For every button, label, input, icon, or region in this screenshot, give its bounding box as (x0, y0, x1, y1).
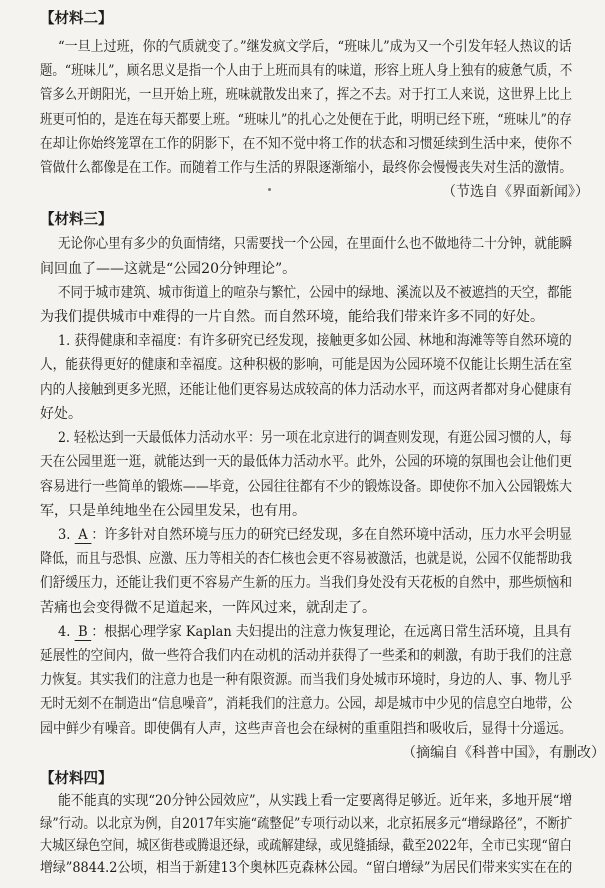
m2-line-2: 题。“班味儿”，顾名思义是指一个人由于上班而具有的味道，形容上班人身上独有的疲惫气质，不 (40, 63, 573, 80)
m4-line-1: 能不能真的实现“20分钟公园效应”，从实践上看一定要离得足够近。近年来，多地开展“增 (58, 793, 573, 810)
m2-line-1: “一旦上过班，你的气质就变了。”继发疯文学后，“班味儿”成为又一个引发年轻人热议的话 (58, 38, 572, 55)
m3-p4-line-4: 无时无刻不在制造出“信息噪音”，消耗我们的注意力。公园，却是城市中少见的信息空白地带，公 (40, 696, 573, 713)
m3-line-6: 人，能获得更好的健康和幸福度。这种积极的影响，可能是因为公园环境不仅能让长期生活在室 (40, 357, 573, 374)
m3-line-5: 1. 获得健康和幸福度：有许多研究已经发现，接触更多如公园、林地和海滩等等自然环境的 (58, 333, 572, 350)
m3-p4-line-1: ：根据心理学家 Kaplan 夫妇提出的注意力恢复理论，在远离日常生活环境，且具有 (91, 623, 572, 640)
m2-line-6: 管做什么都像是在工作。而随着工作与生活的界限逐渐缩小，最终你会慢慢丧失对生活的激情。 (40, 160, 573, 176)
m3-line-3: 不同于城市建筑、城市街道上的喧杂与繁忙，公园中的绿地、溪流以及不被遮挡的天空，都能 (58, 284, 573, 301)
m3-p4-line-3: 力恢复。其实我们的注意力也是一种有限资源。而当我们身处城市环境时，身边的人、事、物儿乎 (40, 672, 572, 689)
m3-p3-line-3: 们舒缓压力，还能让我们更不容易产生新的压力。当我们身处没有天花板的自然中，那些烦恼和 (40, 575, 573, 592)
m4-line-2: 绿”行动。以北京为例，自2017年实施“疏整促”专项行动以来，北京拓展多元“增绿路径”，不断扩 (40, 815, 573, 832)
m3-line-8: 好处。 (40, 405, 82, 422)
m3-p3-line-1: ：许多针对自然环境与压力的研究已经发现，多在自然环境中活动，压力水平会明显 (91, 526, 572, 543)
m3-source: （摘编自《科普中国》，有删改） (402, 744, 605, 761)
m3-p3-line-4: 苦痛也会变得微不足道起来，一阵风过来，就刮走了。 (40, 599, 376, 616)
material-4-heading: 【材料四】 (40, 770, 113, 787)
m4-line-3: 大城区绿色空间，城区街巷或腾退还绿，或疏解建绿，或见缝插绿，截至2022年，全市已实现“留白 (40, 837, 572, 854)
m3-line-9: 2. 轻松达到一天最低体力活动水平：另一项在北京进行的调查则发现，有逛公园习惯的人，每 (58, 430, 572, 446)
m3-line-10: 天在公园里逛一逛，就能达到一天的最低体力活动水平。此外，公园的环境的氛围也会让他们更 (40, 454, 573, 471)
scan-speck (268, 188, 271, 191)
m3-p4-line-5: 园中鲜少有噪音。即使偶有人声，这些声音也会在绿树的重重阻挡和吸收后，显得十分遥远。 (40, 720, 572, 737)
m4-line-4: 增绿”8844.2公顷，相当于新建13个奥林匹克森林公园。“留白增绿”为居民们带来实实在在的 (40, 860, 573, 877)
m3-line-11: 容易进行一些简单的锻炼——毕竟，公园往往都有不少的锻炼设备。即使你不加入公园锻炼大 (40, 478, 572, 495)
m3-paragraph-4-first-line (58, 623, 572, 641)
m3-line-12: 军，只是单纯地坐在公园里发呆，也有用。 (40, 502, 306, 519)
m3-line-2: 间回血了——这就是“公园20分钟理论”。 (40, 260, 297, 277)
item-number: 4. (58, 623, 71, 640)
blank-a: A (75, 527, 92, 544)
m3-line-7: 内的人接触到更多光照，还能让他们更容易达成较高的体力活动水平，而这两者都对身心健康有 (40, 381, 573, 398)
material-3-heading: 【材料三】 (40, 212, 113, 229)
m3-line-4: 为我们提供城市中难得的一片自然。而自然环境，能给我们带来许多不同的好处。 (40, 309, 544, 325)
m2-line-5: 在却让你始终笼罩在工作的阴影下，在不知不觉中将工作的状态和习惯延续到生活中来，使你不 (40, 135, 573, 152)
m3-line-1: 无论你心里有多少的负面情绪，只需要找一个公园，在里面什么也不做地待二十分钟，就能瞬 (58, 236, 573, 253)
m3-paragraph-3-first-line (58, 526, 572, 544)
m3-p3-line-2: 降低，而且与恐惧、应激、压力等相关的杏仁核也会更不容易被激活，也就是说，公园不仅能帮助我 (40, 551, 572, 568)
m2-source: （节选自《界面新闻》） (442, 184, 589, 201)
item-number: 3. (58, 526, 71, 543)
material-2-heading: 【材料二】 (40, 11, 113, 27)
m3-p4-line-2: 延展性的空间内，做一些符合我们内在动机的活动并获得了一些柔和的刺激，有助于我们的注意 (40, 647, 573, 664)
blank-b: B (74, 624, 91, 641)
m2-line-3: 管多么开朗阳光，一旦开始上班，班味就散发出来了，挥之不去。对于打工人来说，这世界上比上 (40, 87, 572, 104)
m2-line-4: 班更可怕的，是连在每天都要上班。“班味儿”的扎心之处便在于此，明明已经下班，“班味儿”的存 (40, 111, 572, 128)
